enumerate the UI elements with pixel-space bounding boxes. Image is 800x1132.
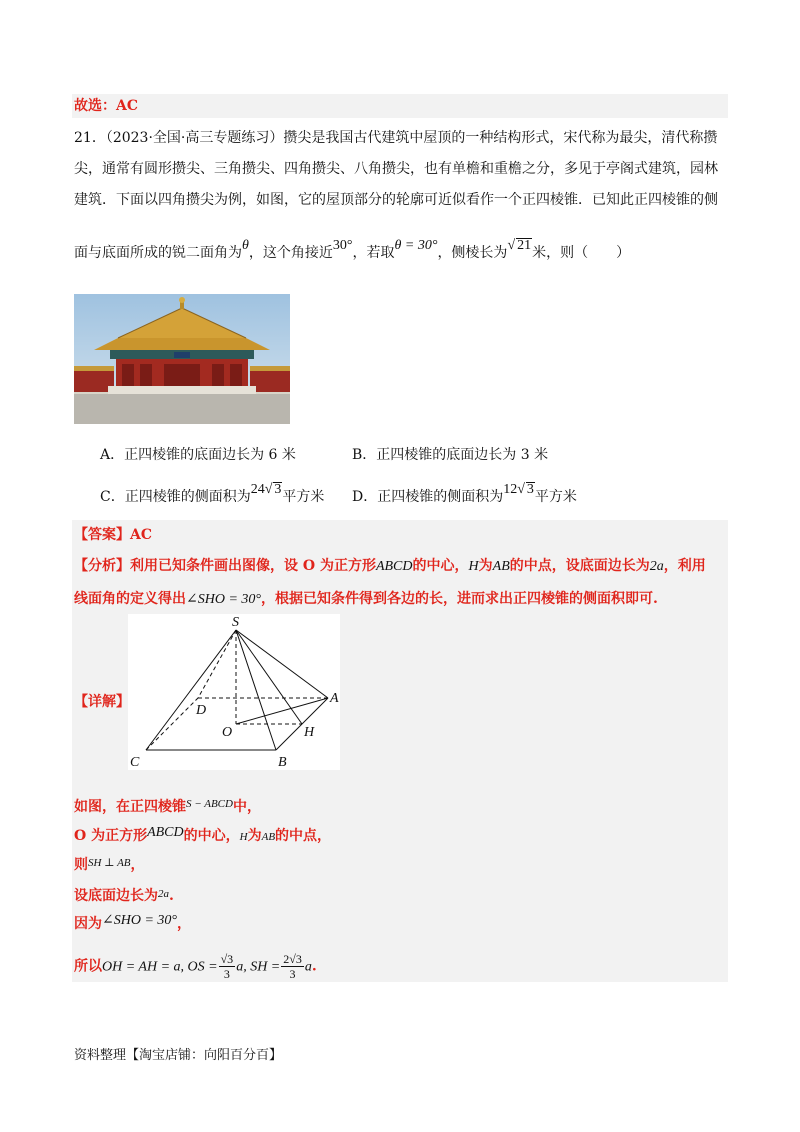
label-c: C xyxy=(130,755,140,770)
edge-oa xyxy=(236,698,328,724)
edge-cd xyxy=(146,698,198,750)
label-d: D xyxy=(196,703,207,718)
option-b[interactable]: B．正四棱锥的底面边长为 3 米 xyxy=(352,447,549,463)
analysis-line-2: 线面角的定义得出∠SHO = 30°，根据已知条件得到各边的长，进而求出正四棱锥的侧面积即可. xyxy=(74,591,658,607)
fraction-sqrt3-over-3: $\frac{√3}{3}$ xyxy=(220,952,234,981)
sqrt-21: 21 xyxy=(517,238,532,253)
previous-answer: 故选：AC xyxy=(74,98,139,114)
edge-sa xyxy=(236,630,328,698)
answer-line: 【答案】AC xyxy=(74,527,153,543)
theta-symbol: θ xyxy=(242,238,249,253)
pavilion-photo xyxy=(74,294,290,424)
label-a: A xyxy=(330,691,339,706)
analysis-line-1: 【分析】利用已知条件画出图像，设 O 为正方形ABCD的中心，H为AB的中点，设底面边长为2a，利用 xyxy=(74,558,706,574)
step-3: 则$^{SH \perp AB}$， xyxy=(74,857,145,873)
question-line-4: 面与底面所成的锐二面角为θ，这个角接近30°，若取θ = 30°，侧棱长为√ 21米，则（ ） xyxy=(74,238,631,261)
label-h: H xyxy=(304,725,315,740)
top-answer-band xyxy=(72,94,728,118)
pyramid-diagram xyxy=(128,614,340,770)
option-c[interactable]: C．正四棱锥的侧面积为24√ 3平方米 xyxy=(100,482,325,505)
option-d[interactable]: D．正四棱锥的侧面积为12√ 3平方米 xyxy=(352,482,577,505)
question-line-3: 建筑．下面以四角攒尖为例，如图，它的屋顶部分的轮廓可近似看作一个正四棱锥．已知此正四棱锥的侧 xyxy=(74,192,718,208)
option-a[interactable]: A．正四棱锥的底面边长为 6 米 xyxy=(100,447,296,463)
edge-sd xyxy=(198,630,236,698)
detail-label: 【详解】 xyxy=(74,694,130,710)
label-o: O xyxy=(222,725,233,740)
question-source: （2023·全国·高三专题练习） xyxy=(105,130,284,146)
step-5: 因为∠SHO = 30°， xyxy=(74,913,191,932)
label-b: B xyxy=(278,755,287,770)
label-s: S xyxy=(232,615,239,630)
footer-credit: 资料整理【淘宝店铺：向阳百分百】 xyxy=(74,1048,283,1063)
fraction-2sqrt3-over-3: $\frac{2√3}{3}$ xyxy=(283,952,302,981)
angle-30: 30° xyxy=(332,238,353,253)
question-number: 21． xyxy=(74,130,106,146)
question-line-2: 尖，通常有圆形攒尖、三角攒尖、四角攒尖、八角攒尖，也有单檐和重檐之分，多见于亭阁式建筑，园林 xyxy=(74,161,718,177)
theta-equation: θ = 30° xyxy=(394,238,438,253)
edge-sb xyxy=(236,630,276,750)
question-line-1: 21．（2023·全国·高三专题练习）攒尖是我国古代建筑中屋顶的一种结构形式，宋代称为最尖，清代称攒 xyxy=(74,130,718,146)
edge-sh xyxy=(236,630,302,724)
step-6: 所以OH = AH = a, OS = $\frac{√3}{3}$ a, SH = $\frac{2√3}{3}$ a. xyxy=(74,952,317,981)
step-1: 如图，在正四棱锥$^{S - ABCD}$中， xyxy=(74,798,261,815)
step-2: O 为正方形ABCD的中心，H为AB的中点， xyxy=(74,825,332,844)
step-4: 设底面边长为$^{2a}$. xyxy=(74,888,174,904)
